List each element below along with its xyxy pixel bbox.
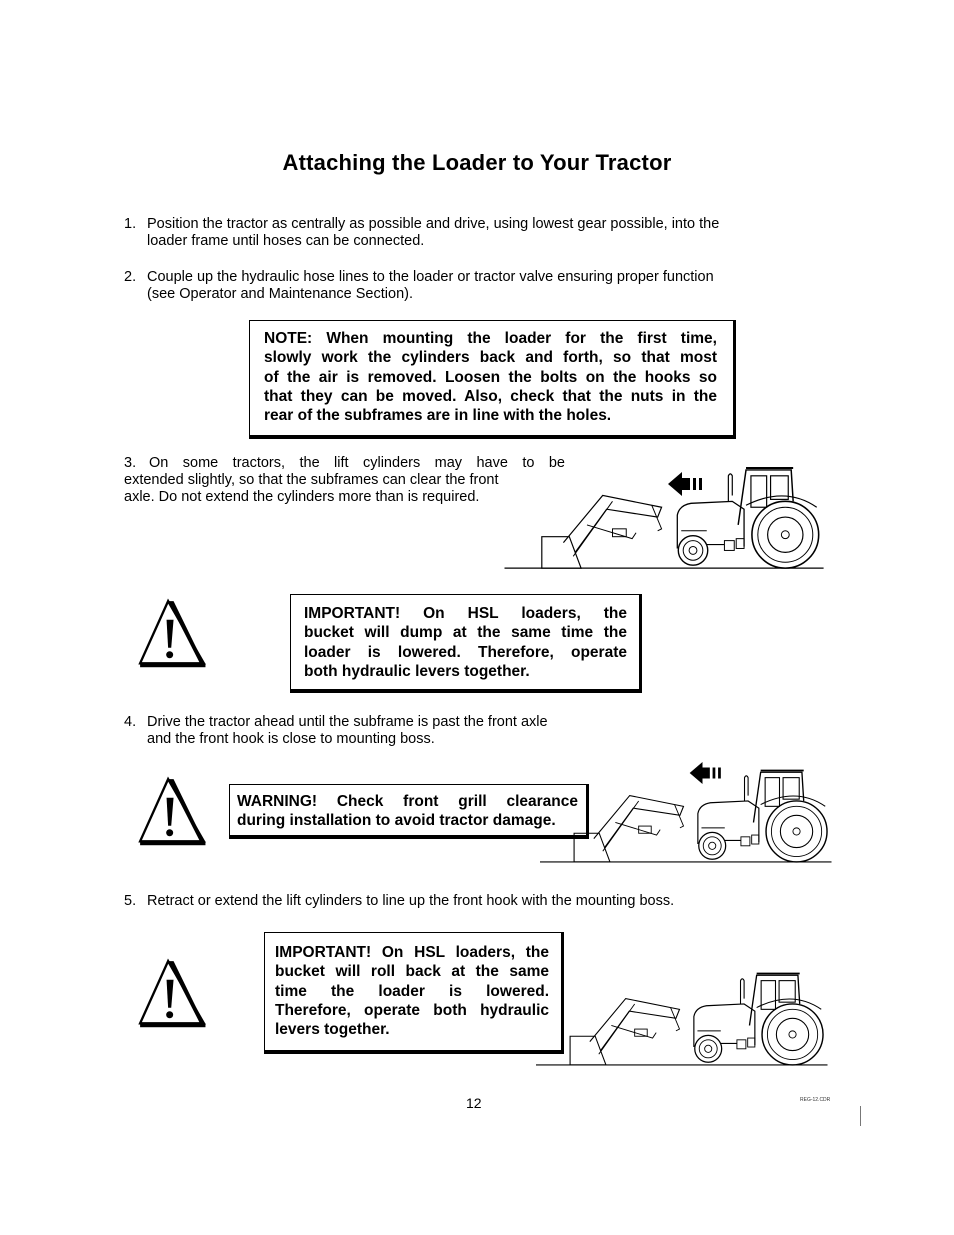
- important-line: loader is lowered. Therefore, operate: [304, 643, 627, 661]
- step-5: [124, 893, 824, 911]
- arrow-left-icon: [668, 472, 708, 496]
- important-line: Therefore, operate both hydraulic: [275, 1001, 549, 1019]
- important-line: bucket will roll back at the same: [275, 963, 549, 981]
- figure-code: REG-12.CDR: [800, 1097, 831, 1103]
- step-number: 1.: [124, 216, 137, 232]
- important-line: both hydraulic levers together.: [304, 662, 530, 680]
- important-line: levers together.: [275, 1021, 390, 1039]
- tractor-illustration: [536, 966, 832, 1076]
- warning-triangle-icon: [128, 776, 216, 846]
- step-line: Position the tractor as centrally as possible and drive, using lowest gear possible, into the: [147, 216, 720, 232]
- step-line: loader frame until hoses can be connected.: [147, 233, 425, 249]
- margin-mark: [860, 1106, 861, 1126]
- warning-box: [229, 784, 589, 839]
- step-line: Couple up the hydraulic hose lines to the loader or tractor valve ensuring proper function: [147, 269, 714, 285]
- note-line: of the air is removed. Loosen the bolts on the hooks so: [264, 368, 717, 386]
- note-line: that they can be moved. Also, check that the nuts in the: [264, 387, 717, 405]
- step-line: Drive the tractor ahead until the subframe is past the front axle: [147, 714, 548, 730]
- note-line: rear of the subframes are in line with the holes.: [264, 407, 612, 425]
- arrow-left-icon: [688, 762, 728, 784]
- note-line: NOTE: When mounting the loader for the first time,: [264, 330, 717, 347]
- step-number: 3.: [124, 455, 137, 471]
- note-line: slowly work the cylinders back and forth, so that most: [264, 349, 717, 367]
- step-line: axle. Do not extend the cylinders more than is required.: [124, 489, 480, 505]
- warning-line: during installation to avoid tractor damage.: [237, 812, 556, 830]
- important-box: [290, 594, 642, 693]
- note-box: [249, 320, 736, 439]
- step-2: [124, 269, 804, 305]
- warning-line: WARNING! Check front grill clearance: [237, 793, 578, 810]
- tractor-illustration: [504, 466, 829, 574]
- step-line: (see Operator and Maintenance Section).: [147, 286, 413, 302]
- warning-triangle-icon: [128, 958, 216, 1028]
- step-number: 2.: [124, 269, 137, 285]
- step-line: Retract or extend the lift cylinders to line up the front hook with the mounting boss.: [147, 893, 675, 909]
- step-line: extended slightly, so that the subframes can clear the front: [124, 472, 499, 488]
- step-1: [124, 216, 804, 252]
- warning-triangle-icon: [128, 598, 216, 668]
- page-number: 12: [466, 1095, 482, 1111]
- important-line: IMPORTANT! On HSL loaders, the: [275, 944, 549, 961]
- page-title: Attaching the Loader to Your Tractor: [282, 150, 672, 175]
- important-line: IMPORTANT! On HSL loaders, the: [304, 605, 627, 622]
- step-number: 4.: [124, 714, 137, 730]
- important-line: time the loader is lowered.: [275, 982, 549, 1000]
- important-box: [264, 932, 564, 1054]
- important-line: bucket will dump at the same time the: [304, 624, 627, 642]
- step-line: On some tractors, the lift cylinders may have to be: [149, 455, 565, 471]
- step-number: 5.: [124, 893, 137, 909]
- step-line: and the front hook is close to mounting boss.: [147, 731, 435, 747]
- step-4: [124, 714, 604, 750]
